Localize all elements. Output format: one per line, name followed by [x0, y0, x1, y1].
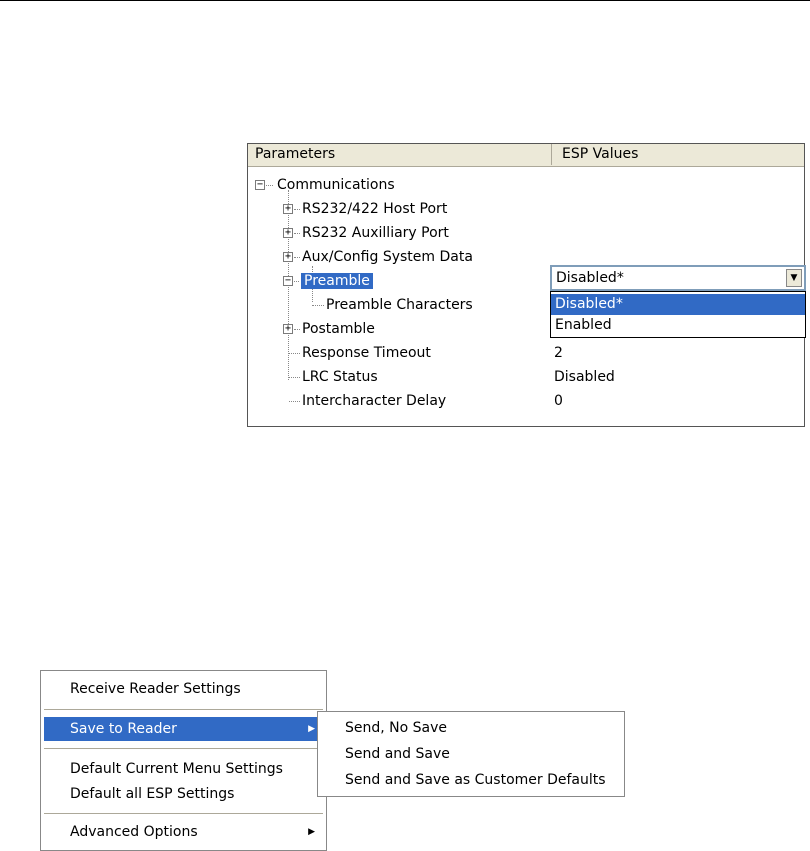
- tree-row-rs232-422-host-port[interactable]: [248, 197, 804, 221]
- tree-connector: [266, 185, 273, 186]
- submenu-item-send-no-save[interactable]: Send, No Save: [345, 720, 448, 736]
- menu-item-save-to-reader[interactable]: [44, 717, 323, 741]
- expand-icon[interactable]: +: [284, 251, 292, 262]
- tree-label: RS232/422 Host Port: [302, 201, 448, 217]
- tree-row-intercharacter-delay[interactable]: [248, 389, 804, 413]
- menu-item-default-all-esp-settings[interactable]: [44, 782, 323, 806]
- tree-connector: [294, 257, 300, 258]
- tree-connector: [294, 209, 300, 210]
- tree-connector: [312, 305, 324, 306]
- collapse-icon[interactable]: −: [256, 179, 264, 190]
- menu-item-label: Default Current Menu Settings: [70, 761, 283, 777]
- dropdown-option-enabled[interactable]: Enabled: [555, 317, 612, 333]
- tree-connector: [294, 329, 300, 330]
- tree-connector: [289, 401, 300, 402]
- tree-row-lrc-status[interactable]: [248, 365, 804, 389]
- tree-label: Postamble: [302, 321, 375, 337]
- tree-label-selected: [301, 271, 373, 291]
- submenu-item-send-and-save[interactable]: Send and Save: [345, 746, 450, 762]
- tree-label-communications: Communications: [277, 177, 395, 193]
- dropdown-option-disabled[interactable]: Disabled*: [551, 294, 805, 315]
- parameters-tree-panel: [247, 143, 805, 427]
- tree-connector: [294, 281, 299, 282]
- tree-connector: [289, 353, 300, 354]
- preamble-value-combobox[interactable]: [550, 265, 806, 291]
- submenu-arrow-icon: ▶: [308, 724, 315, 734]
- collapse-icon[interactable]: −: [284, 275, 292, 286]
- menu-item-label: Advanced Options: [70, 824, 198, 840]
- tree-row-response-timeout[interactable]: [248, 341, 804, 365]
- menu-separator: [44, 709, 323, 710]
- tree-label: Response Timeout: [302, 345, 431, 361]
- tree-connector: [294, 233, 300, 234]
- submenu-item-send-and-save-as-customer-defaults[interactable]: Send and Save as Customer Defaults: [345, 772, 606, 788]
- menu-item-label: Receive Reader Settings: [70, 681, 241, 697]
- esp-value[interactable]: Disabled: [554, 369, 615, 385]
- menu-item-label: Save to Reader: [70, 721, 177, 737]
- expand-icon[interactable]: +: [284, 323, 292, 334]
- menu-item-receive-reader-settings[interactable]: [44, 677, 323, 701]
- column-header-parameters[interactable]: Parameters: [248, 144, 552, 165]
- chevron-down-icon[interactable]: ▼: [786, 269, 802, 287]
- tree-row-communications[interactable]: [248, 173, 804, 197]
- esp-value[interactable]: 0: [554, 393, 563, 409]
- menu-separator: [44, 748, 323, 749]
- combobox-value: Disabled*: [556, 270, 624, 286]
- esp-value[interactable]: 2: [554, 345, 563, 361]
- preamble-dropdown-list: [550, 291, 806, 338]
- menu-item-default-current-menu-settings[interactable]: [44, 757, 323, 781]
- tree-connector: [289, 377, 300, 378]
- tree-label: RS232 Auxilliary Port: [302, 225, 449, 241]
- expand-icon[interactable]: +: [284, 227, 292, 238]
- menu-separator: [44, 813, 323, 814]
- context-menu: [40, 670, 327, 851]
- menu-item-label: Default all ESP Settings: [70, 786, 235, 802]
- selected-label-preamble: Preamble: [301, 273, 373, 289]
- save-to-reader-submenu: [317, 711, 625, 797]
- tree-header: [248, 144, 804, 167]
- expand-icon[interactable]: +: [284, 203, 292, 214]
- tree-row-rs232-auxilliary-port[interactable]: [248, 221, 804, 245]
- column-header-esp-values[interactable]: ESP Values: [562, 146, 639, 162]
- submenu-arrow-icon: ▶: [308, 827, 315, 837]
- page-top-rule: [0, 0, 810, 1]
- tree-label: LRC Status: [302, 369, 378, 385]
- tree-label: Preamble Characters: [326, 297, 473, 313]
- tree-label: Aux/Config System Data: [302, 249, 473, 265]
- tree-label: Intercharacter Delay: [302, 393, 447, 409]
- menu-item-advanced-options[interactable]: [44, 820, 323, 844]
